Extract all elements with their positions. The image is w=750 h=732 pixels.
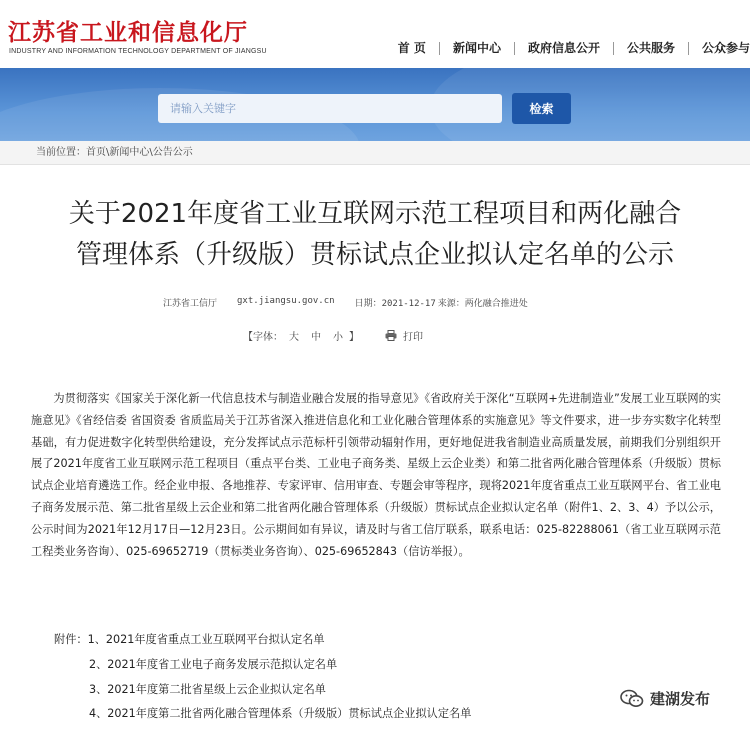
breadcrumb-separator: \	[149, 147, 153, 158]
attachment-link-1[interactable]: 1、2021年度省重点工业互联网平台拟认定名单	[87, 633, 325, 646]
article-title-line: 关于2021年度省工业互联网示范工程项目和两化融合	[68, 199, 682, 229]
print-link[interactable]: 打印	[403, 332, 423, 343]
font-size-close: 】	[349, 332, 359, 343]
article-site: gxt.jiangsu.gov.cn	[237, 296, 335, 306]
site-header	[0, 0, 750, 68]
nav-item-home[interactable]: 首 页	[385, 42, 440, 55]
breadcrumb-separator: \	[106, 147, 110, 158]
attachment-row	[89, 705, 471, 721]
attachment-link-3[interactable]: 3、2021年度第二批省星级上云企业拟认定名单	[89, 683, 326, 696]
breadcrumb-item-news[interactable]: 新闻中心	[109, 147, 150, 158]
attachments-label: 附件：	[54, 633, 88, 646]
nav-item-gov-info[interactable]: 政府信息公开	[515, 42, 614, 55]
site-logo-title[interactable]: 江苏省工业和信息化厅	[8, 20, 248, 46]
breadcrumb-item-home[interactable]: 首页	[86, 147, 106, 158]
article-paragraph: 为贯彻落实《国家关于深化新一代信息技术与制造业融合发展的指导意见》《省政府关于深化“互联网+先进制造业”发展工业互联网的实施意见》《省经信委 省国资委 省质监局关于江苏省深入推进信息化和工业化融合管理体系的实施意见》等文件要求，进一步夯实数字化转型基础，有力促进数字化转型供给建设，充分发挥试点示范标杆引领带动辐射作用，更好地促进我省制造业高质量发展，前期我们分别组织开展了2021年度省工业互联网示范工程项目（重点平台类、工业电子商务类、星级上云企业类）和第二批省两化融合管理体系（升级版）贯标试点企业培育遴选工作。经企业申报、各地推荐、专家评审、信用审查、专题会审等程序，现将2021年度省重点工业互联网平台、省工业电子商务发展示范、第二批省星级上云企业和第二批省两化融合管理体系（升级版）贯标试点企业拟认定名单（附件1、2、3、4）予以公示，公示时间为2021年12月17日—12月23日。公示期间如有异议，请及时与省工信厅联系，联系电话：025-82288061（省工业互联网示范工程类业务咨询）、025-69652719（贯标类业务咨询）、025-69652843（信访举报）。	[31, 392, 721, 558]
article-source: 江苏省工信厅	[163, 299, 218, 309]
attachment-row	[89, 681, 326, 697]
attachment-link-4[interactable]: 4、2021年度第二批省两化融合管理体系（升级版）贯标试点企业拟认定名单	[89, 707, 472, 720]
article-origin: 来源：两化融合推进处	[437, 299, 528, 309]
breadcrumb-label: 当前位置：	[36, 147, 86, 158]
attachment-link-2[interactable]: 2、2021年度省工业电子商务发展示范拟认定名单	[89, 658, 338, 671]
wechat-watermark	[620, 688, 710, 709]
nav-item-news[interactable]: 新闻中心	[440, 42, 515, 55]
attachment-row	[54, 631, 325, 647]
search-button[interactable]: 检索	[512, 93, 571, 124]
wechat-icon	[620, 689, 644, 709]
article-body	[31, 388, 721, 562]
article-title-line: 管理体系（升级版）贯标试点企业拟认定名单的公示	[75, 240, 674, 270]
article-date: 日期：2021-12-17	[354, 299, 436, 309]
print-icon[interactable]	[385, 330, 397, 341]
main-nav	[385, 42, 750, 55]
article-tools	[243, 328, 423, 343]
font-size-label: 【字体：	[243, 332, 283, 343]
search-input[interactable]	[158, 94, 502, 123]
attachment-row	[89, 656, 337, 672]
font-size-medium[interactable]: 中	[311, 332, 321, 343]
article-title	[20, 194, 730, 276]
font-size-small[interactable]: 小	[333, 332, 343, 343]
breadcrumb-item-notices[interactable]: 公告公示	[152, 147, 193, 158]
breadcrumb	[0, 141, 750, 165]
nav-item-participation[interactable]: 公众参与	[701, 41, 750, 55]
font-size-large[interactable]: 大	[289, 332, 299, 343]
watermark-text: 建湖发布	[650, 690, 711, 708]
search-banner	[0, 68, 750, 141]
article-meta	[163, 296, 548, 309]
nav-item-public-service[interactable]: 公共服务	[614, 42, 689, 55]
site-logo-subtitle: INDUSTRY AND INFORMATION TECHNOLOGY DEPARTMENT OF JIANGSU	[9, 48, 267, 55]
